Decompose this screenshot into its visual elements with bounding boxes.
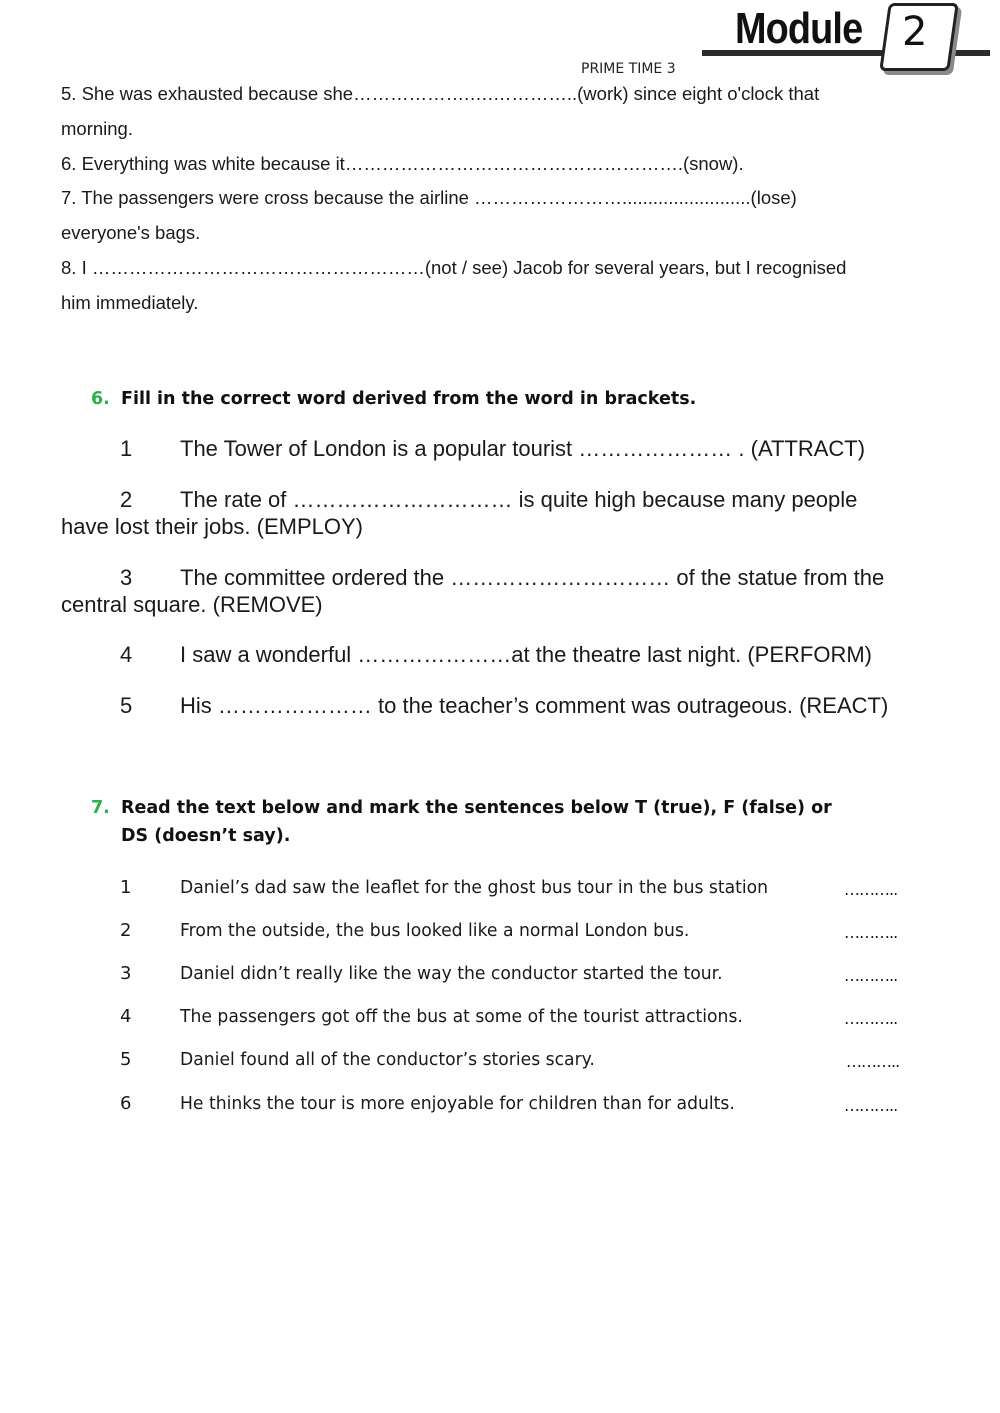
ex7-item-6-text: He thinks the tour is more enjoyable for children than for adults. bbox=[180, 1093, 735, 1114]
ex7-item-6-answer-blank[interactable]: ……….. bbox=[844, 1096, 898, 1115]
ex7-item-2-answer-blank[interactable]: ……….. bbox=[844, 923, 898, 942]
ex7-item-3-text: Daniel didn’t really like the way the conductor started the tour. bbox=[180, 963, 723, 984]
ex6-item-1-number: 1 bbox=[120, 436, 133, 461]
ex6-item-2-number: 2 bbox=[120, 487, 133, 512]
ex6-item-3-text: The committee ordered the ………………………… of the statue from the bbox=[180, 565, 885, 590]
sentence-7-line-1: 7. The passengers were cross because the airline …………………….........................(lose) bbox=[61, 187, 797, 208]
ex7-item-3-number: 3 bbox=[120, 963, 132, 984]
ex7-item-5-answer-blank[interactable]: ……….. bbox=[846, 1052, 900, 1071]
module-number: 2 bbox=[902, 9, 928, 55]
sentence-5-line-2: morning. bbox=[61, 118, 133, 139]
course-name: PRIME TIME 3 bbox=[581, 61, 676, 77]
sentence-6-line: 6. Everything was white because it……………………………………………….(snow). bbox=[61, 153, 744, 174]
ex6-item-3-number: 3 bbox=[120, 565, 133, 590]
sentence-8-line-1: 8. I ………………………………………………(not / see) Jacob for several years, but I recognised bbox=[61, 257, 847, 278]
exercise-7-instruction-line-1: Read the text below and mark the sentences below T (true), F (false) or bbox=[121, 798, 832, 818]
ex6-item-5-text: His ………………… to the teacher’s comment was outrageous. (REACT) bbox=[180, 693, 889, 718]
sentence-8-line-2: him immediately. bbox=[61, 292, 199, 313]
exercise-7-instruction-line-2: DS (doesn’t say). bbox=[121, 826, 291, 846]
exercise-6-number: 6. bbox=[91, 389, 110, 409]
ex6-item-4-text: I saw a wonderful …………………at the theatre last night. (PERFORM) bbox=[180, 642, 873, 667]
ex7-item-4-text: The passengers got off the bus at some of the tourist attractions. bbox=[180, 1006, 743, 1027]
exercise-7-heading bbox=[91, 794, 832, 822]
sentence-5-line-1: 5. She was exhausted because she……………….….…………..(work) since eight o'clock that bbox=[61, 83, 820, 104]
ex7-item-1-number: 1 bbox=[120, 877, 132, 898]
ex7-item-5-number: 5 bbox=[120, 1049, 132, 1070]
ex6-item-2-text-cont: have lost their jobs. (EMPLOY) bbox=[61, 514, 364, 539]
ex7-item-1-text: Daniel’s dad saw the leaflet for the ghost bus tour in the bus station bbox=[180, 877, 769, 898]
sentence-7-line-2: everyone's bags. bbox=[61, 222, 201, 243]
ex7-item-4-number: 4 bbox=[120, 1006, 132, 1027]
ex6-item-2-text: The rate of ………………………… is quite high because many people bbox=[180, 487, 858, 512]
ex7-item-1-answer-blank[interactable]: ……….. bbox=[844, 880, 898, 899]
ex7-item-3-answer-blank[interactable]: ……….. bbox=[844, 966, 898, 985]
ex6-item-3-text-cont: central square. (REMOVE) bbox=[61, 592, 323, 617]
module-label: Module bbox=[735, 4, 863, 53]
ex6-item-4-number: 4 bbox=[120, 642, 133, 667]
ex7-item-5-text: Daniel found all of the conductor’s stories scary. bbox=[180, 1049, 595, 1070]
ex7-item-2-text: From the outside, the bus looked like a normal London bus. bbox=[180, 920, 690, 941]
ex7-item-6-number: 6 bbox=[120, 1093, 132, 1114]
ex7-item-4-answer-blank[interactable]: ……….. bbox=[844, 1009, 898, 1028]
exercise-6-instruction: Fill in the correct word derived from the word in brackets. bbox=[121, 389, 697, 409]
ex7-item-2-number: 2 bbox=[120, 920, 132, 941]
ex6-item-5-number: 5 bbox=[120, 693, 133, 718]
ex6-item-1-text: The Tower of London is a popular tourist ………………… . (ATTRACT) bbox=[180, 436, 866, 461]
exercise-7-number: 7. bbox=[91, 798, 110, 818]
exercise-6-heading bbox=[91, 385, 697, 413]
